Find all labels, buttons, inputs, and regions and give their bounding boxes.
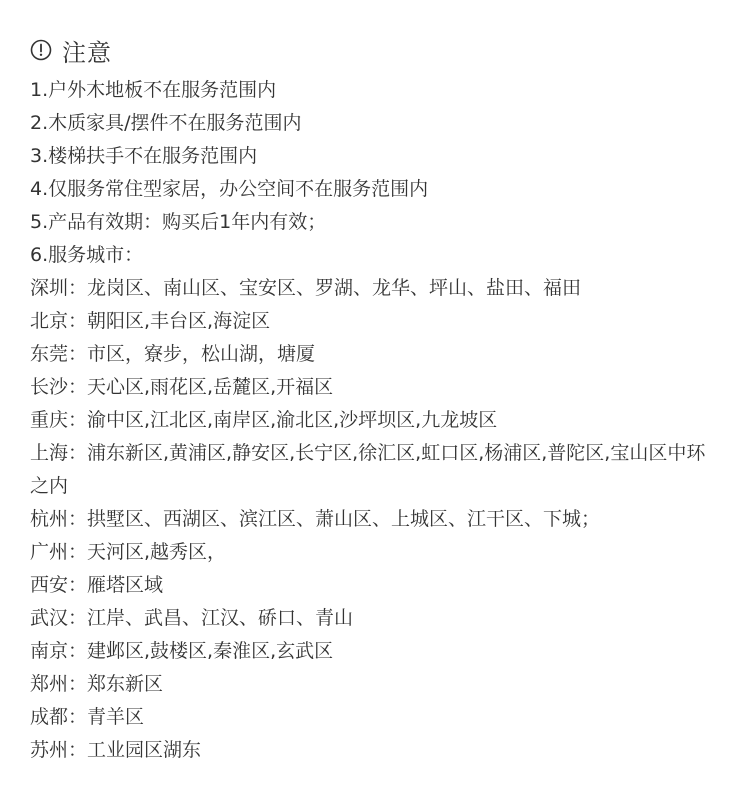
city-line-zhengzhou: 郑州：郑东新区	[30, 673, 164, 695]
notice-line: 1.户外木地板不在服务范围内	[30, 79, 277, 101]
city-line-shenzhen: 深圳：龙岗区、南山区、宝安区、罗湖、龙华、坪山、盐田、福田	[30, 277, 582, 299]
notice-section	[30, 30, 710, 767]
notice-line: 5.产品有效期：购买后1年内有效；	[30, 211, 327, 233]
city-line-guangzhou: 广州：天河区,越秀区，	[30, 541, 227, 563]
city-line-suzhou: 苏州：工业园区湖东	[30, 739, 202, 761]
city-line-shanghai: 上海：浦东新区,黄浦区,静安区,长宁区,徐汇区,虹口区,杨浦区,普陀区,宝山区中环之内	[30, 442, 706, 497]
notice-title: 注意	[62, 38, 112, 67]
city-line-nanjing: 南京：建邺区,鼓楼区,秦淮区,玄武区	[30, 640, 334, 662]
notice-line: 2.木质家具/摆件不在服务范围内	[30, 112, 302, 134]
notice-line: 6.服务城市：	[30, 244, 144, 266]
notice-line: 4.仅服务常住型家居，办公空间不在服务范围内	[30, 178, 429, 200]
city-line-dongguan: 东莞：市区，寮步，松山湖，塘厦	[30, 343, 316, 365]
city-line-beijing: 北京：朝阳区,丰台区,海淀区	[30, 310, 271, 332]
city-line-chengdu: 成都：青羊区	[30, 706, 145, 728]
city-line-xian: 西安：雁塔区域	[30, 574, 164, 596]
city-line-wuhan: 武汉：江岸、武昌、江汉、硚口、青山	[30, 607, 354, 629]
notice-lines	[30, 74, 710, 767]
city-line-hangzhou: 杭州：拱墅区、西湖区、滨江区、萧山区、上城区、江干区、下城；	[30, 508, 601, 530]
notice-header	[30, 30, 710, 70]
notice-line: 3.楼梯扶手不在服务范围内	[30, 145, 258, 167]
city-line-changsha: 长沙：天心区,雨花区,岳麓区,开福区	[30, 376, 334, 398]
city-line-chongqing: 重庆：渝中区,江北区,南岸区,渝北区,沙坪坝区,九龙坡区	[30, 409, 498, 431]
info-circle-icon	[30, 39, 52, 61]
